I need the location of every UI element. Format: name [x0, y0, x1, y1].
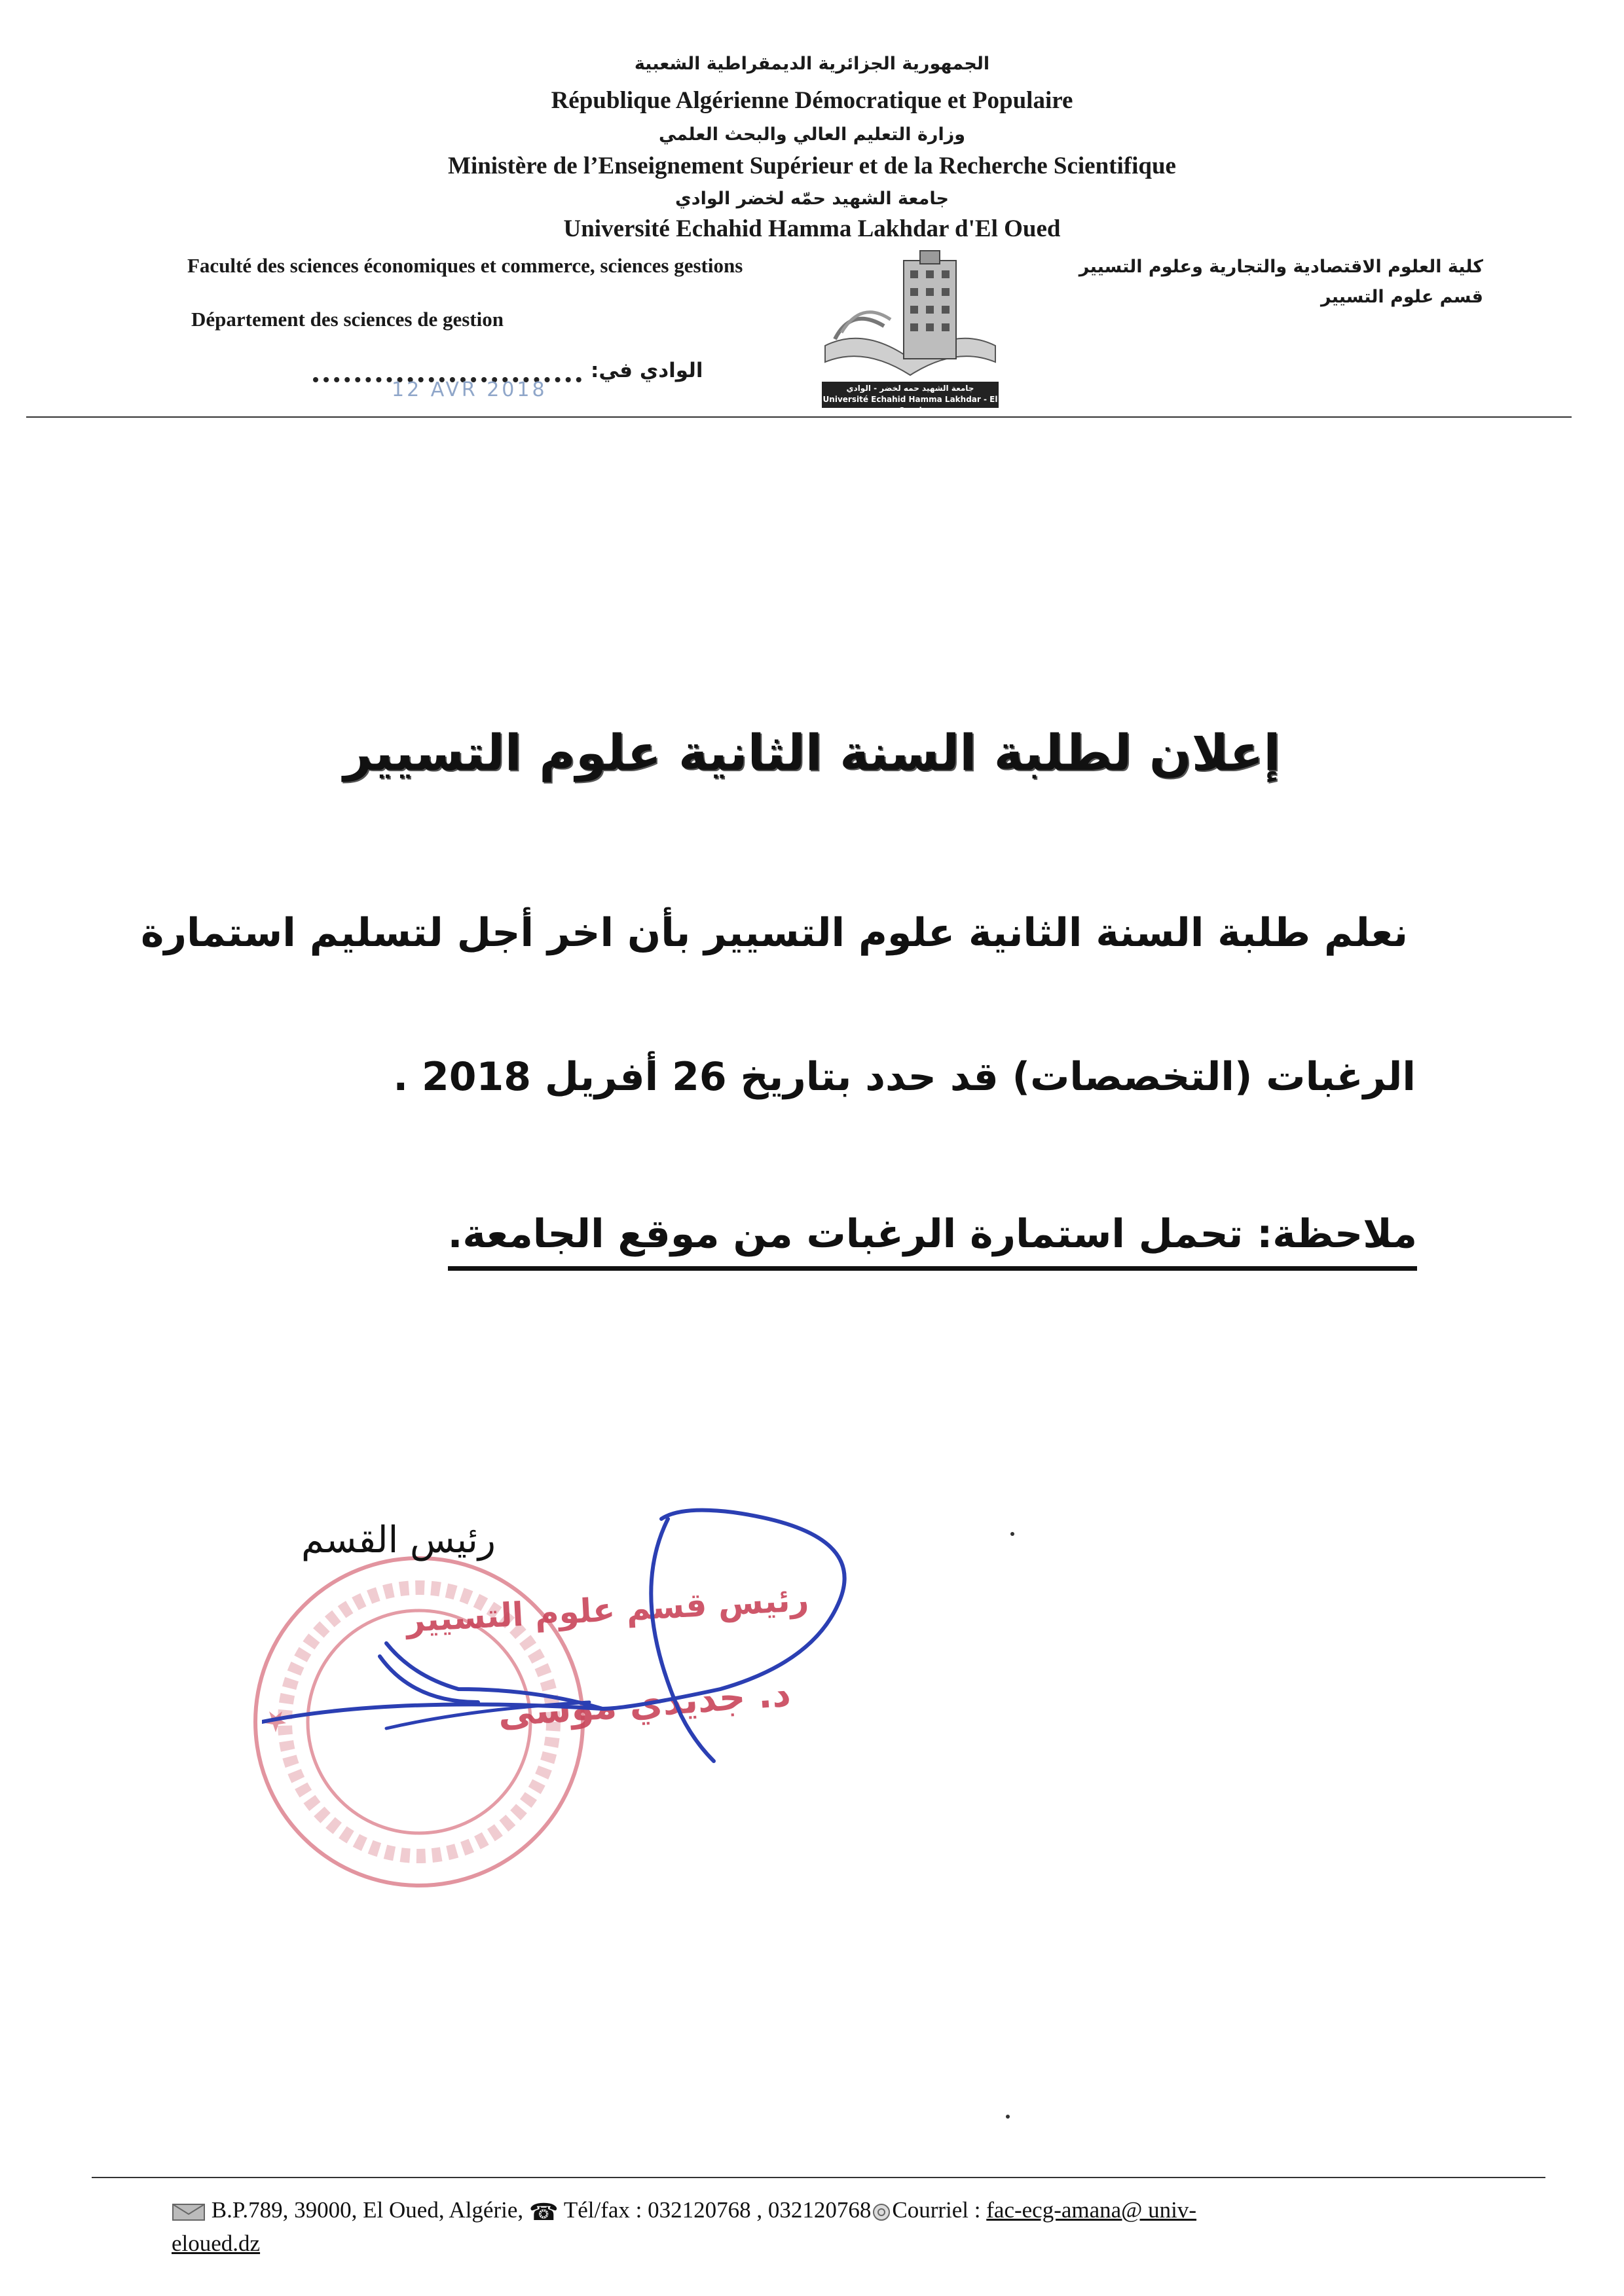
republic-name-french: République Algérienne Démocratique et Populaire	[551, 87, 1073, 114]
footer-email-label: Courriel :	[892, 2197, 981, 2223]
footer-contact: B.P.789, 39000, El Oued, Algérie, ☎ Tél/fax : 032120768 , 032120768 Courriel : fac-ecg-amana@ univ- eloued.dz	[172, 2197, 1197, 2256]
stamp-head-name: د. جديدي موسى	[496, 1672, 792, 1736]
footer-email-link-continued[interactable]: eloued.dz	[172, 2230, 261, 2256]
date-dotted-line	[313, 365, 581, 401]
logo-caption-french: Université Echahid Hamma Lakhdar - El Oued	[822, 395, 998, 415]
stray-dot	[1006, 2115, 1010, 2119]
faculty-block-arabic	[1079, 252, 1483, 312]
ministry-name-arabic: وزارة التعليم العالي والبحث العلمي	[658, 124, 966, 145]
handwritten-signature	[262, 1493, 891, 1768]
header-divider	[26, 416, 1572, 418]
stray-dot	[1010, 1532, 1014, 1536]
footer-phone-1: 032120768	[648, 2197, 751, 2223]
announcement-note: ملاحظة: تحمل استمارة الرغبات من موقع الجامعة.	[448, 1211, 1417, 1271]
university-name-french: Université Echahid Hamma Lakhdar d'El Oued	[563, 215, 1061, 242]
footer-phone-2: 032120768	[767, 2197, 872, 2223]
announcement-line-2: الرغبات (التخصصات) قد حدد بتاريخ 26 أفريل 2018 .	[393, 1054, 1416, 1100]
faculty-name-french: Faculté des sciences économiques et commerce, sciences gestions	[187, 254, 743, 277]
footer-address: B.P.789, 39000, El Oued, Algérie,	[211, 2197, 524, 2223]
date-stamp: 12 AVR 2018	[392, 378, 547, 401]
logo-caption-arabic: جامعة الشهيد حمه لخضر - الوادي	[846, 384, 974, 393]
email-icon	[871, 2203, 892, 2221]
university-name-arabic: جامعة الشهيد حمّه لخضر الوادي	[675, 189, 949, 209]
announcement-title: إعلان لطلبة السنة الثانية علوم التسيير	[343, 723, 1281, 782]
footer-divider	[92, 2177, 1545, 2178]
ministry-name-french: Ministère de l’Enseignement Supérieur et de la Recherche Scientifique	[448, 153, 1176, 179]
logo-caption	[822, 383, 999, 416]
stamp-head-title: رئيس قسم علوم التسيير	[405, 1580, 810, 1640]
faculty-name-arabic: كلية العلوم الاقتصادية والتجارية وعلوم التسيير	[1079, 257, 1483, 277]
mail-icon	[172, 2202, 206, 2222]
footer-email-link[interactable]: fac-ecg-amana@ univ-	[986, 2197, 1197, 2223]
department-name-arabic: قسم علوم التسيير	[1320, 287, 1483, 307]
department-head-title: رئيس القسم	[301, 1519, 496, 1561]
phone-icon: ☎	[528, 2198, 559, 2225]
date-label: الوادي في:	[591, 359, 703, 382]
department-name-french: Département des sciences de gestion	[191, 308, 504, 331]
footer-telfax-label: Tél/fax :	[563, 2197, 642, 2223]
date-field	[313, 359, 703, 401]
republic-name-arabic: الجمهورية الجزائرية الديمقراطية الشعبية	[634, 54, 990, 74]
announcement-line-1: نعلم طلبة السنة الثانية علوم التسيير بأن اخر أجل لتسليم استمارة	[141, 910, 1408, 956]
